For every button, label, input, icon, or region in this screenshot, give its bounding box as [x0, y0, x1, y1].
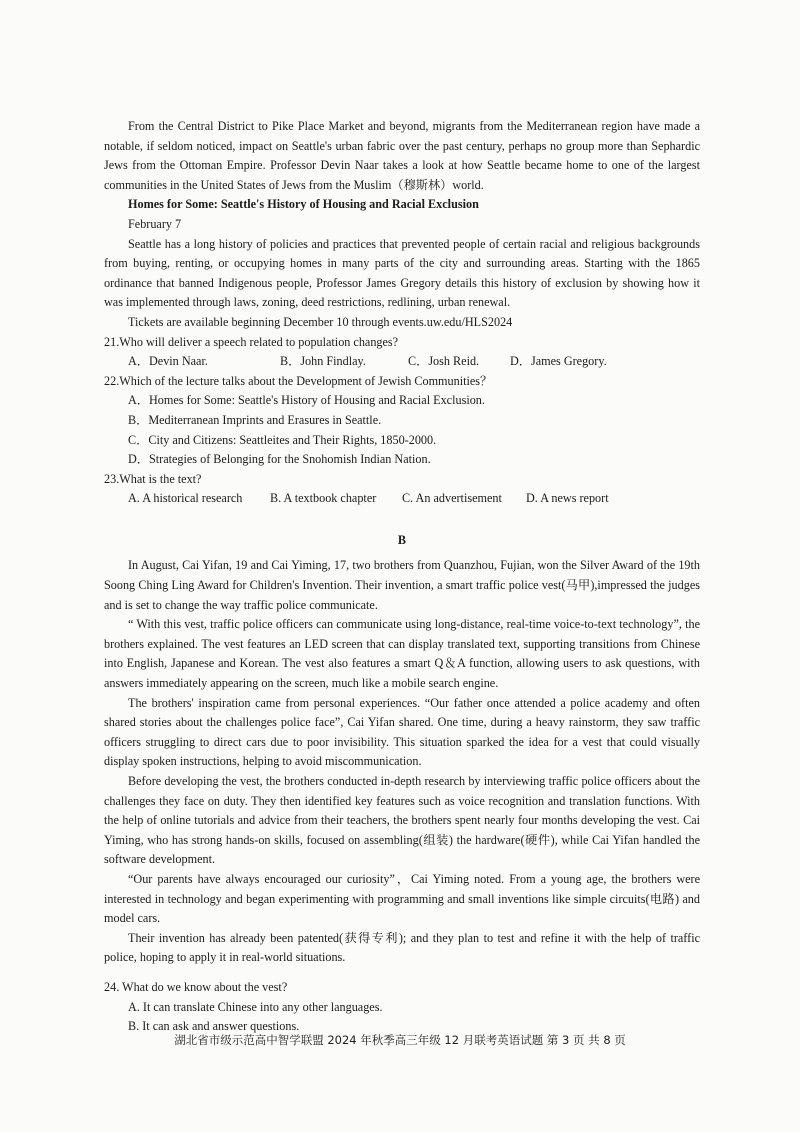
passage-b-paragraph: “ With this vest, traffic police officers can communicate using long-distance, real-time voice-to-text technology”, the brothers explained. The vest features an LED screen that can display translated text, supporting transitions from Chinese into English, Japanese and Korean. The vest also features a smart Q＆A function, allowing users to ask questions, with answers immediately appearing on the screen, much like a mobile search engine. — [104, 617, 700, 691]
option-c: C．Josh Reid. — [408, 354, 480, 369]
option-c: C．City and Citizens: Seattleites and Their Rights, 1850-2000. — [128, 432, 437, 447]
option-b: B. A textbook chapter — [270, 491, 377, 506]
question-21-options — [104, 352, 700, 372]
passage-b-paragraph: In August, Cai Yifan, 19 and Cai Yiming, 17, two brothers from Quanzhou, Fujian, won the Silver Award of the 19th Soong Ching Ling Award for Children's Invention. Their invention, a smart traffic police vest(马甲),impressed the judges and is set to change the way traffic police communicate. — [104, 558, 700, 612]
option-d: D．Strategies of Belonging for the Snohomish Indian Nation. — [128, 452, 431, 467]
question-22-stem: 22.Which of the lecture talks about the Development of Jewish Communities？ — [104, 373, 493, 388]
passage-b-paragraph: Their invention has already been patented(获得专利); and they plan to test and refine it with the help of traffic police, hoping to apply it in real-world situations. — [104, 930, 700, 965]
option-b: B. It can ask and answer questions. — [128, 1019, 300, 1034]
page-content — [104, 117, 700, 1037]
passage-b-paragraph: “Our parents have always encouraged our curiosity”，Cai Yiming noted. From a young age, the brothers were interested in technology and began experimenting with programming and small inventions like simple circuits(电路) and model cars. — [104, 871, 700, 926]
lecture-title: Homes for Some: Seattle's History of Housing and Racial Exclusion — [128, 197, 479, 212]
option-b: B．Mediterranean Imprints and Erasures in Seattle. — [128, 412, 382, 427]
spacer — [104, 968, 700, 978]
option-c: C. An advertisement — [402, 491, 502, 506]
question-21-stem: 21.Who will deliver a speech related to population changes? — [104, 334, 399, 349]
passage-b-paragraph: The brothers' inspiration came from personal experiences. “Our father once attended a police academy and often shared stories about the challenges police face”, Cai Yifan shared. One time, during a heavy rainstorm, they saw traffic officers struggling to direct cars due to poor invisibility. This situation sparked the idea for a vest that could visually display spoken instructions, helping to avoid miscommunication. — [104, 695, 700, 769]
section-b-heading: B — [397, 532, 407, 547]
page-footer: 湖北省市级示范高中智学联盟 2024 年秋季高三年级 12 月联考英语试题 第 3 页 共 8 页 — [174, 1033, 626, 1047]
passage-a-paragraph: From the Central District to Pike Place Market and beyond, migrants from the Mediterranean region have made a notable, if seldom noticed, impact on Seattle's urban fabric over the past century, perhaps no group more than Sephardic Jews from the Ottoman Empire. Professor Devin Naar takes a look at how Seattle became home to one of the largest communities in the United States of Jews from the Muslim（穆斯林）world. — [104, 119, 700, 192]
passage-b-paragraph: Before developing the vest, the brothers conducted in-depth research by interviewing traffic police officers about the challenges they face on duty. They then identified key features such as voice recognition and translation functions. With the help of online tutorials and advice from their teachers, the brothers spent nearly four months developing the vest. Cai Yiming, who has strong hands-on skills, focused on assembling(组装) the hardware(硬件), while Cai Yifan handled the software development. — [104, 774, 700, 867]
question-23-stem: 23.What is the text? — [104, 471, 202, 486]
question-24-stem: 24. What do we know about the vest? — [104, 979, 288, 994]
question-23-options — [104, 489, 700, 509]
option-d: D. A news report — [526, 491, 609, 506]
option-b: B．John Findlay. — [280, 354, 366, 369]
passage-a-paragraph: Seattle has a long history of policies and practices that prevented people of certain racial and religious backgrounds from buying, renting, or occupying homes in many parts of the city and surrounding areas. Starting with the 1865 ordinance that banned Indigenous people, Professor James Gregory details this history of exclusion by showing how it was implemented through laws, zoning, deed restrictions, redlining, urban renewal. — [104, 236, 700, 310]
option-a: A．Devin Naar. — [128, 354, 208, 369]
option-a: A. It can translate Chinese into any other languages. — [128, 999, 383, 1014]
option-a: A. A historical research — [128, 491, 243, 506]
lecture-date: February 7 — [128, 216, 182, 231]
option-a: A．Homes for Some: Seattle's History of Housing and Racial Exclusion. — [128, 393, 485, 408]
option-d: D．James Gregory. — [510, 354, 607, 369]
tickets-info: Tickets are available beginning December 10 through events.uw.edu/HLS2024 — [128, 314, 513, 329]
